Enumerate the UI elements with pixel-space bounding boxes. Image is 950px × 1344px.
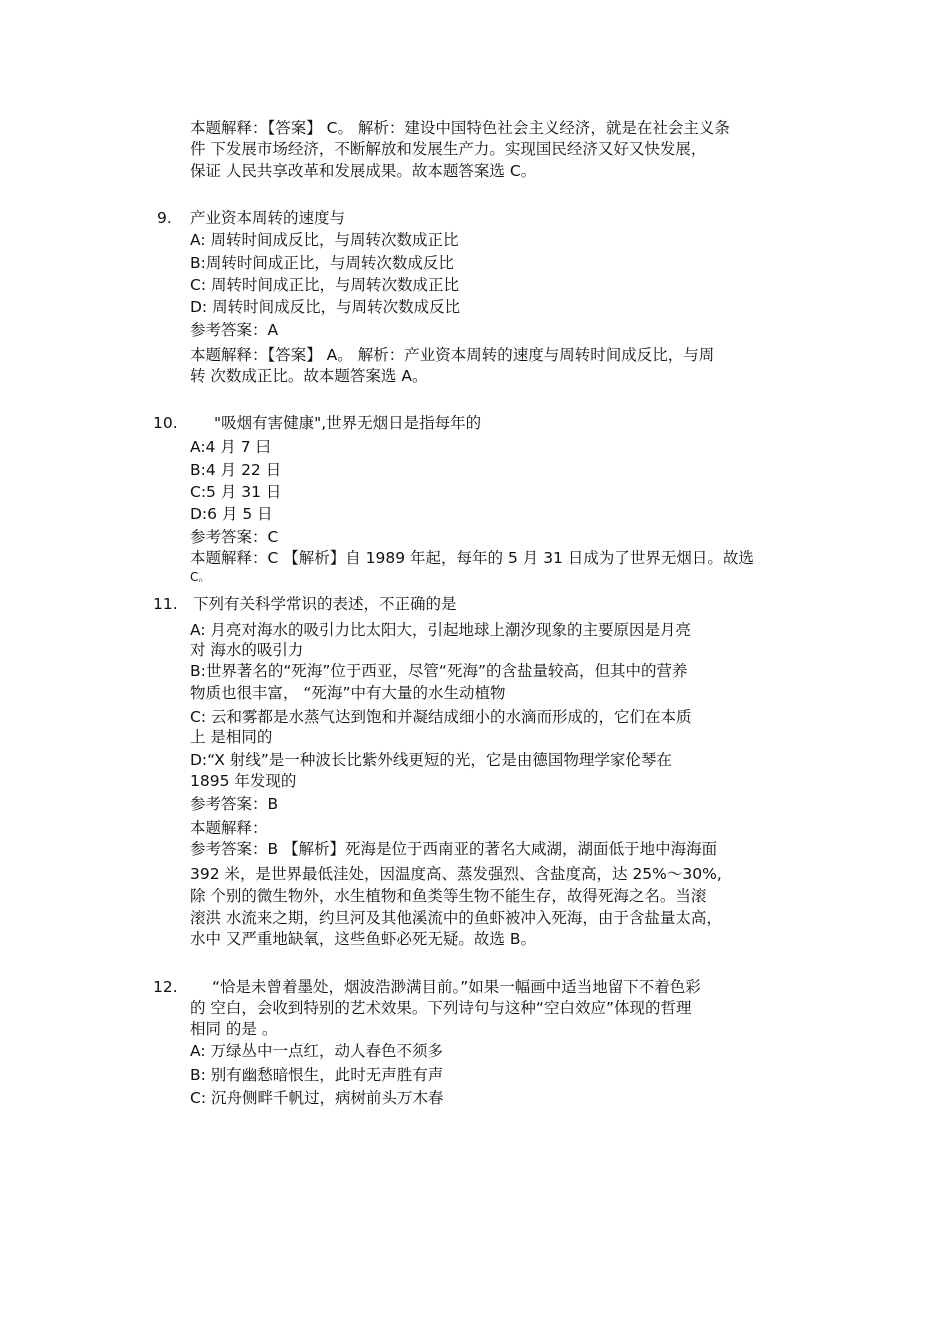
q8-explanation-line-2: 件 下发展市场经济，不断解放和发展生产力。实现国民经济又好又快发展， <box>190 140 707 158</box>
q11-explanation-line-5: 水中 又严重地缺氧，这些鱼虾必死无疑。故选 B。 <box>190 930 536 948</box>
q9-explanation-line-1: 本题解释：【答案】 A。 解析：产业资本周转的速度与周转时间成反比，与周 <box>190 346 715 364</box>
q11-option-a-line-1: A: 月亮对海水的吸引力比太阳大，引起地球上潮汐现象的主要原因是月亮 <box>190 621 691 639</box>
q11-option-a-line-2: 对 海水的吸引力 <box>190 641 304 659</box>
q11-explanation-line-3: 除 个别的微生物外，水生植物和鱼类等生物不能生存，故得死海之名。当滚 <box>190 887 707 905</box>
q9-option-d: D: 周转时间成反比，与周转次数成反比 <box>190 298 461 316</box>
q12-question-line-2: 的 空白，会收到特别的艺术效果。下列诗句与这种“空白效应”体现的哲理 <box>190 999 692 1017</box>
q11-number: 11. <box>153 595 178 613</box>
q12-question-line-3: 相同 的是 。 <box>190 1020 278 1038</box>
q12-option-b: B: 别有幽愁暗恨生，此时无声胜有声 <box>190 1066 444 1084</box>
q11-option-d-line-1: D:“X 射线”是一种波长比紫外线更短的光，它是由德国物理学家伦琴在 <box>190 751 672 769</box>
q9-option-b: B:周转时间成正比，与周转次数成反比 <box>190 254 454 272</box>
q11-option-b-line-2: 物质也很丰富， “死海”中有大量的水生动植物 <box>190 684 506 702</box>
q9-number: 9. <box>157 209 172 227</box>
q10-option-d: D:6 月 5 日 <box>190 505 273 523</box>
q11-explanation-line-2: 392 米，是世界最低洼处，因温度高、蒸发强烈、含盐度高，达 25%～30%, <box>190 865 722 883</box>
q11-option-b-line-1: B:世界著名的“死海”位于西亚，尽管“死海”的含盐量较高，但其中的营养 <box>190 662 688 680</box>
q10-explanation-line-2: C。 <box>190 572 211 582</box>
q9-answer: 参考答案：A <box>190 321 279 339</box>
q11-option-d-line-2: 1895 年发现的 <box>190 772 297 790</box>
q12-question-line-1: “恰是未曾着墨处，烟波浩渺满目前。”如果一幅画中适当地留下不着色彩 <box>212 978 701 996</box>
q9-question: 产业资本周转的速度与 <box>190 209 346 227</box>
q11-answer: 参考答案：B <box>190 795 279 813</box>
q10-explanation-line-1: 本题解释：C 【解析】自 1989 年起，每年的 5 月 31 日成为了世界无烟日。故选 <box>190 549 754 567</box>
q9-option-c: C: 周转时间成正比，与周转次数成正比 <box>190 276 459 294</box>
q8-explanation-line-3: 保证 人民共享改革和发展成果。故本题答案选 C。 <box>190 162 537 180</box>
q12-option-a: A: 万绿丛中一点红，动人春色不须多 <box>190 1042 443 1060</box>
q11-explanation-line-1: 参考答案：B 【解析】死海是位于西南亚的著名大咸湖，湖面低于地中海海面 <box>190 840 718 858</box>
q10-option-c: C:5 月 31 日 <box>190 483 282 501</box>
q11-explanation-line-4: 滚洪 水流来之期，约旦河及其他溪流中的鱼虾被冲入死海，由于含盐量太高， <box>190 909 722 927</box>
q10-number: 10. <box>153 414 178 432</box>
q11-question: 下列有关科学常识的表述，不正确的是 <box>193 595 457 613</box>
q10-answer: 参考答案：C <box>190 528 279 546</box>
q10-option-a: A:4 月 7 曰 <box>190 438 272 456</box>
q12-option-c: C: 沉舟侧畔千帆过，病树前头万木春 <box>190 1089 444 1107</box>
q9-explanation-line-2: 转 次数成正比。故本题答案选 A。 <box>190 367 428 385</box>
q11-option-c-line-1: C: 云和雾都是水蒸气达到饱和并凝结成细小的水滴而形成的，它们在本质 <box>190 708 692 726</box>
q8-explanation-line-1: 本题解释：【答案】 C。 解析：建设中国特色社会主义经济，就是在社会主义条 <box>190 119 730 137</box>
q9-option-a: A: 周转时间成反比，与周转次数成正比 <box>190 231 459 249</box>
q11-explanation-label: 本题解释： <box>190 819 268 837</box>
q12-number: 12. <box>153 978 178 996</box>
q10-question: "吸烟有害健康",世界无烟日是指每年的 <box>214 414 482 432</box>
q11-option-c-line-2: 上 是相同的 <box>190 728 273 746</box>
q10-option-b: B:4 月 22 日 <box>190 461 282 479</box>
